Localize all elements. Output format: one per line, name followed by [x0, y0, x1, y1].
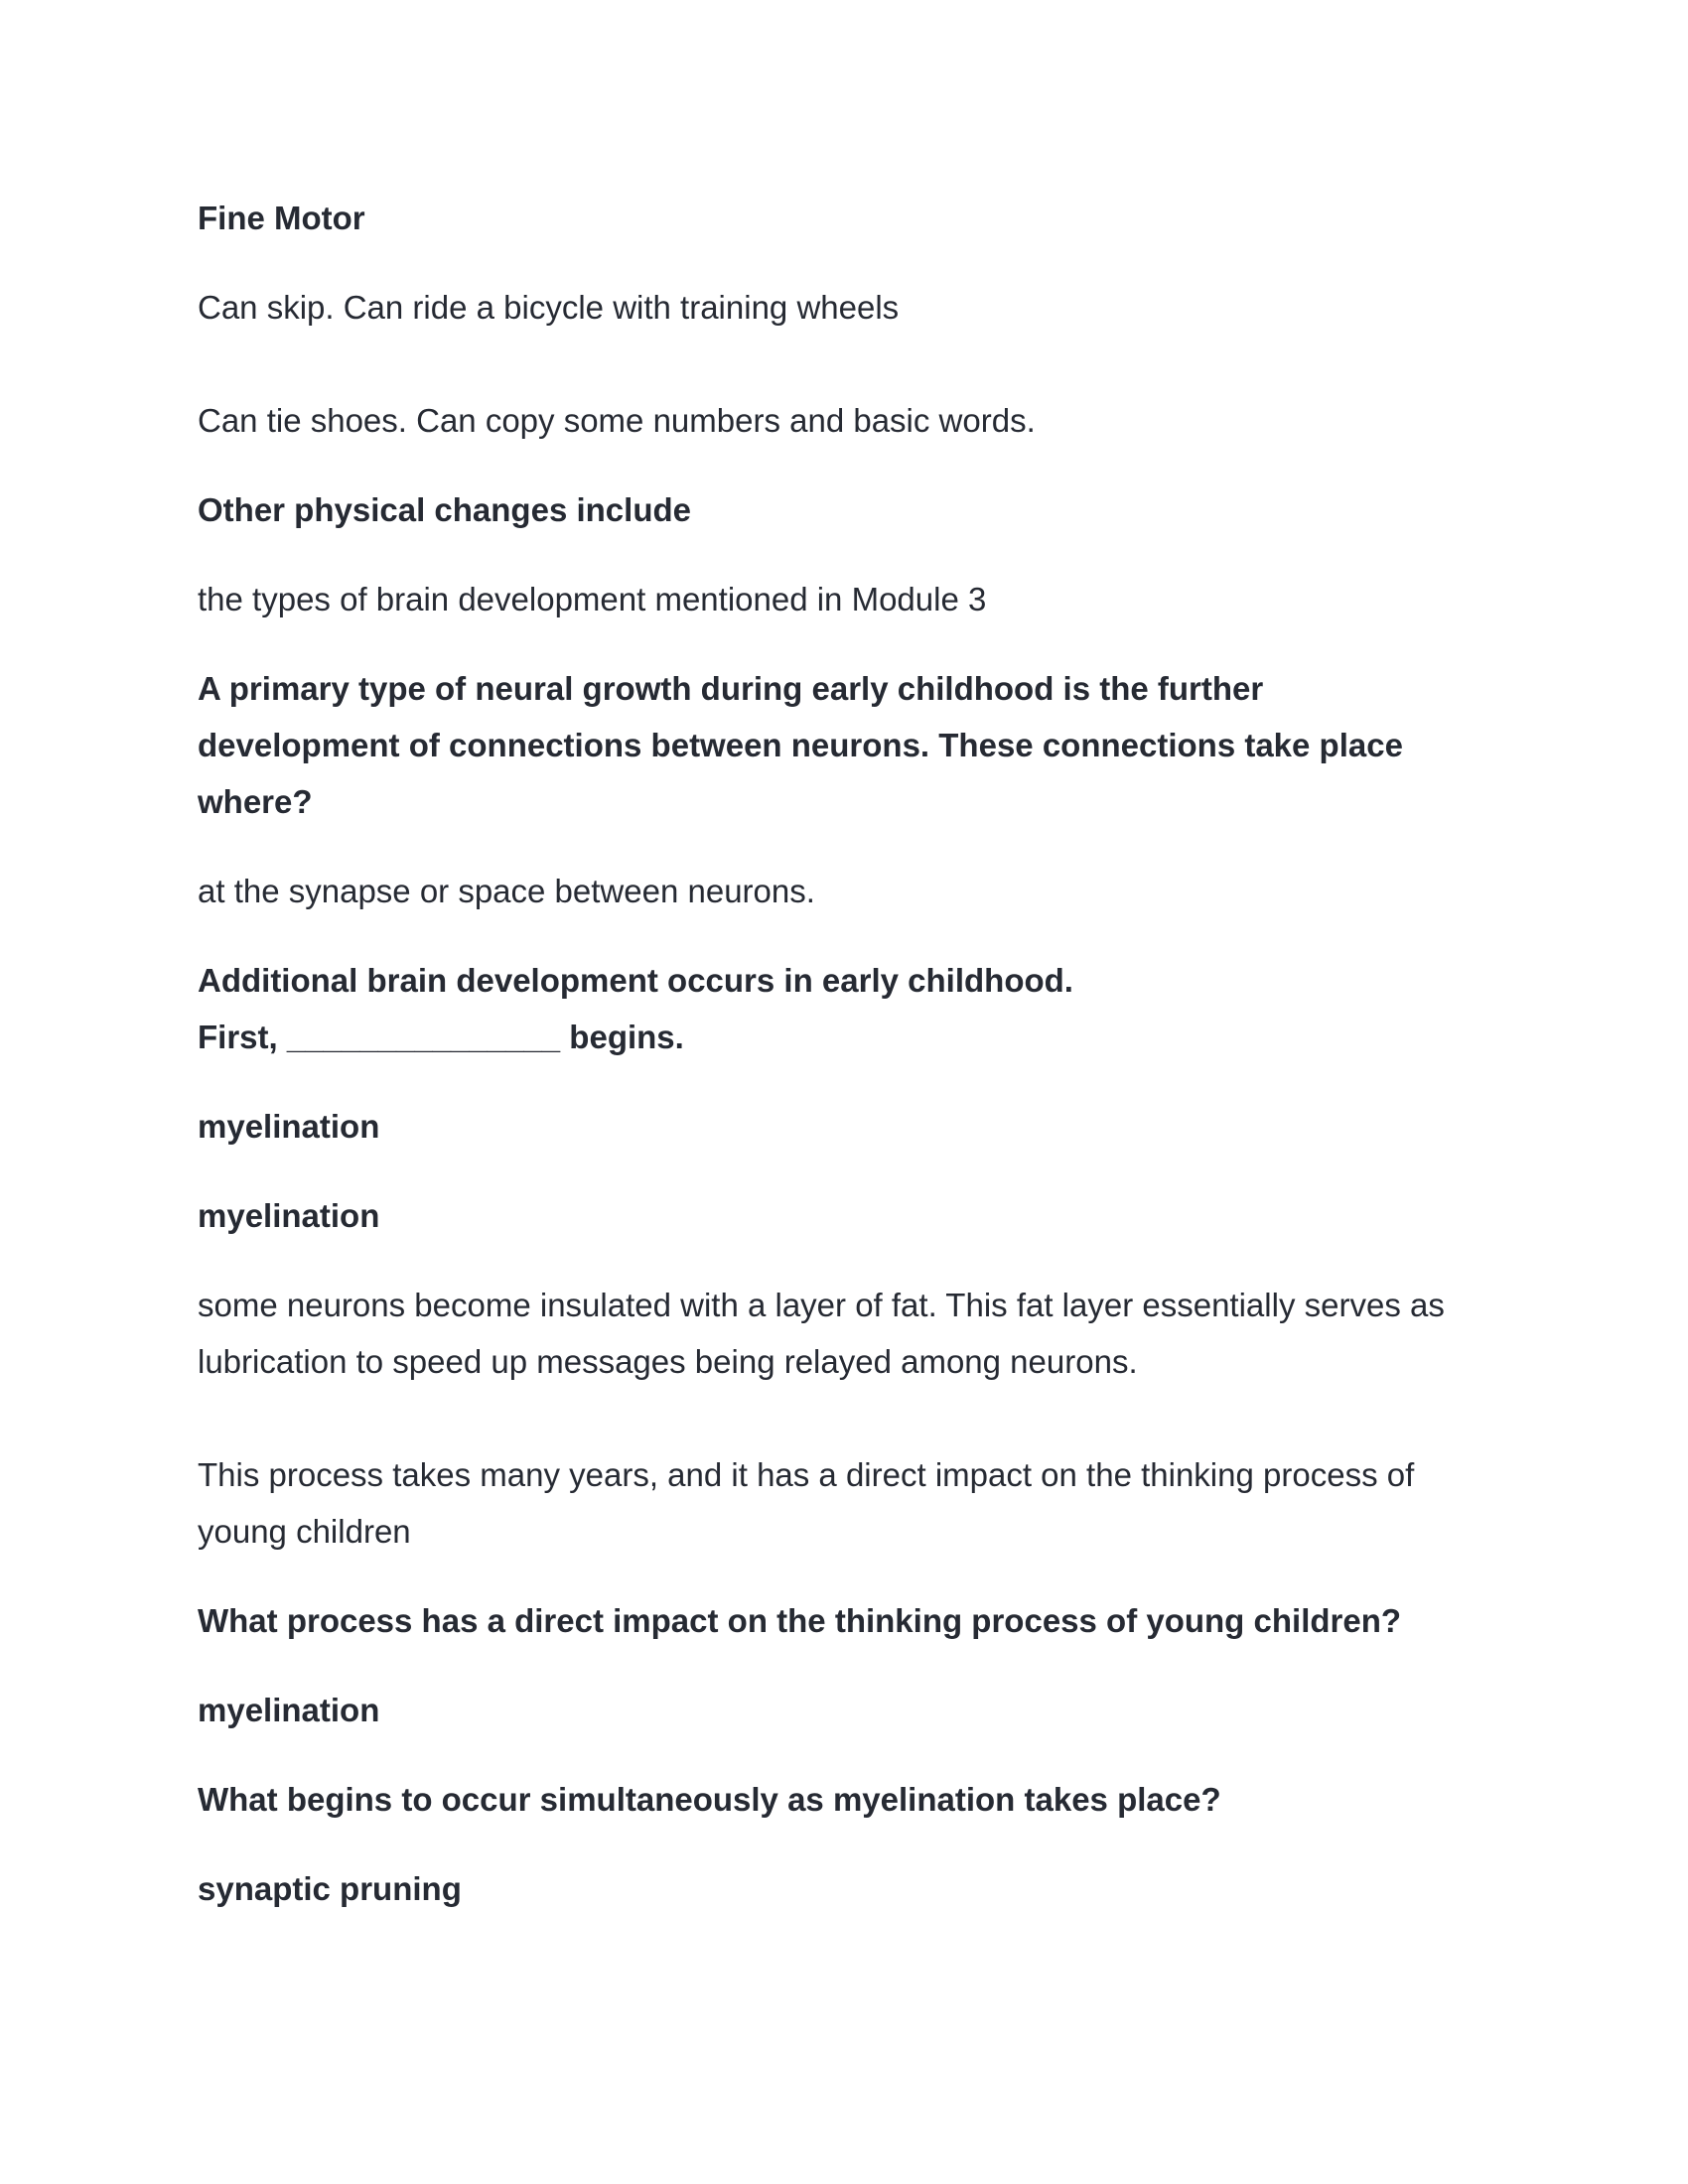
question-thinking-process: What process has a direct impact on the thinking process of young children? — [198, 1602, 1402, 1639]
definition-myelination-line-2: lubrication to speed up messages being relayed among neurons. — [198, 1343, 1138, 1380]
question-neural-growth-line-1: A primary type of neural growth during early childhood is the further — [198, 670, 1264, 707]
answer-thinking-process: myelination — [198, 1692, 380, 1728]
gross-motor-text: Can skip. Can ride a bicycle with training wheels — [198, 289, 900, 326]
definition-process-line-2: young children — [198, 1513, 411, 1550]
question-additional-line-2: First, _______________ begins. — [198, 1019, 684, 1055]
definition-myelination-line-1: some neurons become insulated with a layer of fat. This fat layer essentially serves as — [198, 1287, 1445, 1323]
fine-motor-text: Can tie shoes. Can copy some numbers and basic words. — [198, 402, 1036, 439]
question-neural-growth — [198, 660, 1488, 830]
answer-additional-development: myelination — [198, 1108, 380, 1145]
question-neural-growth-line-3: where? — [198, 783, 313, 820]
answer-other-changes: the types of brain development mentioned in Module 3 — [198, 581, 987, 617]
question-additional-line-1: Additional brain development occurs in early childhood. — [198, 962, 1073, 999]
question-other-changes: Other physical changes include — [198, 491, 691, 528]
question-additional-development — [198, 952, 1488, 1065]
answer-neural-growth: at the synapse or space between neurons. — [198, 873, 815, 909]
question-neural-growth-line-2: development of connections between neurons. These connections take place — [198, 727, 1403, 763]
definition-myelination — [198, 1277, 1488, 1390]
heading-fine-motor: Fine Motor — [198, 200, 365, 236]
definition-process — [198, 1446, 1488, 1560]
question-simultaneous: What begins to occur simultaneously as myelination takes place? — [198, 1781, 1221, 1818]
definition-process-line-1: This process takes many years, and it has a direct impact on the thinking process of — [198, 1456, 1415, 1493]
term-myelination: myelination — [198, 1197, 380, 1234]
answer-simultaneous: synaptic pruning — [198, 1870, 462, 1907]
